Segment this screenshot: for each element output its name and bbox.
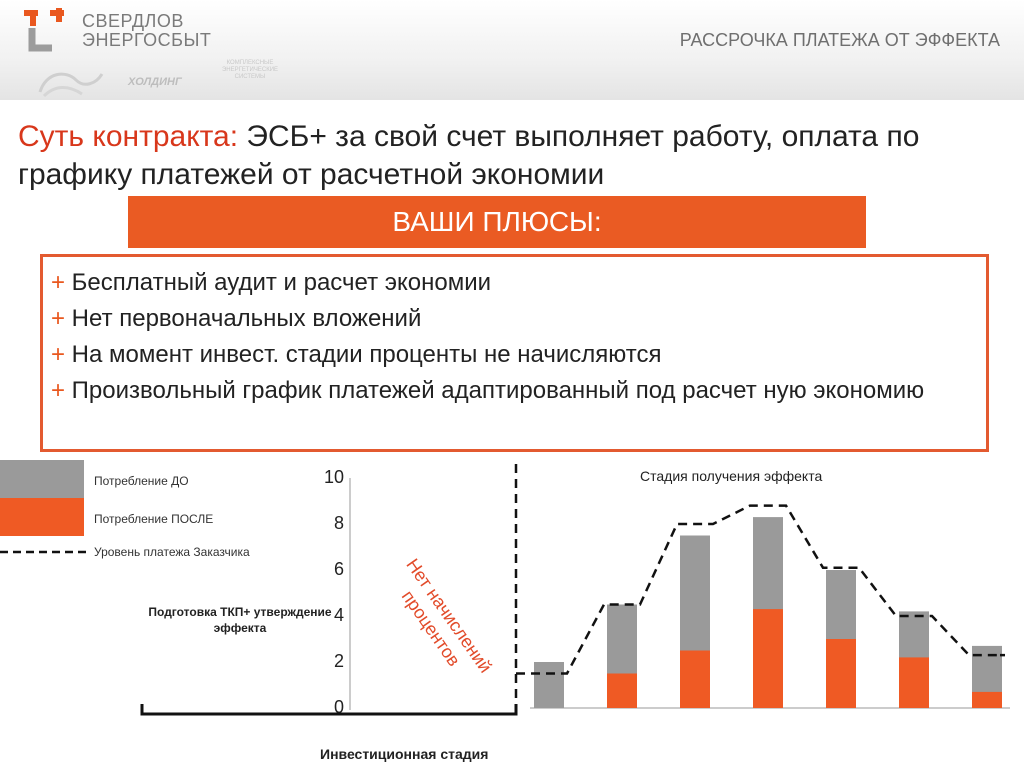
legend-label-before: Потребление ДО [94,474,189,488]
benefit-item [51,265,978,301]
ks-name: КОМПЛЕКСНЫЕ ЭНЕРГЕТИЧЕСКИЕ СИСТЕМЫ [221,60,279,80]
plus-icon: + [51,341,66,368]
no-interest-label: Нет начислений процентов [397,554,496,677]
y-tick: 2 [333,651,344,671]
contract-text: ЭСБ+ за свой счет выполняет работу, оплата по графику платежей от расчетной экономии [18,120,920,191]
plus-icon: + [51,305,66,332]
company-name [82,12,211,50]
y-tick: 10 [323,467,344,487]
preparation-label: Подготовка ТКП+ утверждение эффекта [148,605,332,635]
y-tick: 8 [333,513,344,533]
y-tick: 0 [333,697,344,717]
legend-label-payment: Уровень платежа Заказчика [94,545,250,559]
benefit-text: Бесплатный аудит и расчет экономии [65,269,492,296]
bar-after [972,692,1002,708]
bar-before [534,662,564,708]
holding-name: ХОЛДИНГ [128,76,182,88]
contract-summary [18,118,1018,194]
bar-after [826,639,856,708]
benefit-text: Произвольный график платежей адаптированный под расчет ную экономию [65,377,925,404]
company-line2: ЭНЕРГОСБЫТ [82,30,212,50]
benefit-item [51,337,978,373]
benefit-text: На момент инвест. стадии проценты не начисляются [65,341,662,368]
holding-logo-icon [36,66,106,100]
investment-stage-label: Инвестиционная стадия [320,746,489,762]
contract-lead: Суть контракта: [18,120,239,153]
benefit-item [51,301,978,337]
bar-after [753,609,783,708]
bars-group [534,517,1002,708]
company-line1: СВЕРДЛОВ [82,11,184,31]
effect-stage-label: Стадия получения эффекта [640,468,823,484]
slide-title: РАССРОЧКА ПЛАТЕЖА ОТ ЭФФЕКТА [679,30,1000,50]
investment-bracket [142,704,516,714]
company-logo-icon [22,8,74,52]
chart-area [0,460,1024,750]
benefits-box [40,254,989,452]
bar-after [899,657,929,708]
benefits-header: ВАШИ ПЛЮСЫ: [128,196,866,248]
benefit-text: Нет первоначальных вложений [65,305,422,332]
legend-label-after: Потребление ПОСЛЕ [94,512,214,526]
bar-after [680,651,710,709]
bar-after [607,674,637,709]
plus-icon: + [51,269,66,296]
y-tick: 6 [333,559,344,579]
benefit-item [51,373,978,409]
plus-icon: + [51,377,66,404]
y-tick: 4 [333,605,344,625]
